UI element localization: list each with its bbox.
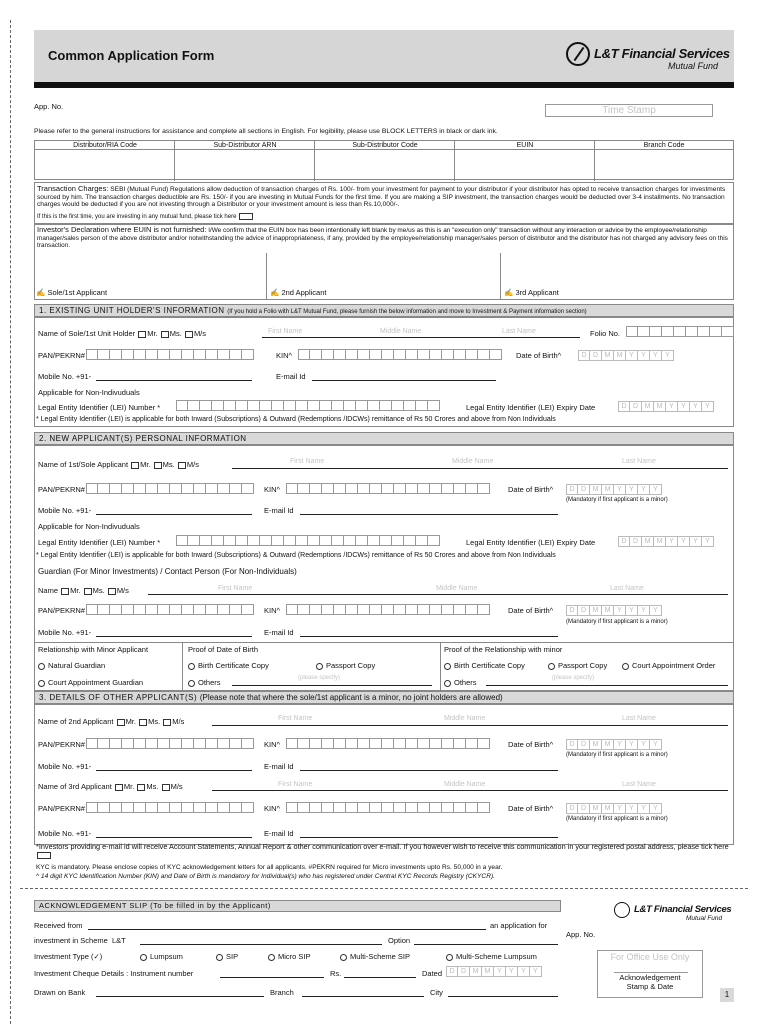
mr-checkbox[interactable] [115,784,123,791]
s1-lei-input[interactable] [176,400,440,411]
tear-line [20,888,748,889]
distributor-code-input[interactable] [37,153,173,178]
ms-company-checkbox[interactable] [163,719,171,726]
rel-court-order-radio[interactable]: Court Appointment Order [622,661,715,670]
s2-lei-expiry-input[interactable]: D D M M Y Y Y Y [618,536,714,547]
ack-brand: L&T Financial Services [634,904,732,915]
cut-line [10,20,11,1024]
s3-name3-input[interactable] [212,790,728,791]
mr-checkbox[interactable] [61,588,69,595]
signature-3rd[interactable]: ✍ 3rd Applicant [504,288,559,297]
s3-kin2-input[interactable] [286,738,490,749]
euin-input[interactable] [457,153,593,178]
s1-name-label: Name of Sole/1st Unit Holder Mr. Ms. M/s [38,329,207,338]
guardian-name-label: Name Mr. Ms. M/s [38,586,129,595]
court-guardian-radio[interactable]: Court Appointment Guardian [38,678,143,687]
s2-email-input[interactable] [300,514,558,515]
guardian-email-input[interactable] [300,636,558,637]
ms-company-checkbox[interactable] [178,462,186,469]
type-lumpsum-radio[interactable]: Lumpsum [140,952,183,961]
folio-no-input[interactable] [626,326,734,337]
signature-2nd[interactable]: ✍ 2nd Applicant [270,288,327,297]
brand-sub: Mutual Fund [668,61,719,71]
s2-kin-input[interactable] [286,483,490,494]
guardian-pan-input[interactable] [86,604,254,615]
rel-birth-cert-radio[interactable]: Birth Certificate Copy [444,661,525,670]
guardian-name-input[interactable] [148,594,728,595]
s3-pan3-input[interactable] [86,802,254,813]
type-multi-lumpsum-radio[interactable]: Multi-Scheme Lumpsum [446,952,537,961]
ack-header: ACKNOWLEDGEMENT SLIP (To be filled in by the Applicant) [34,900,561,912]
first-time-text: If this is the first time, you are investing in any mutual fund, please tick here [37,213,254,220]
s1-pan-input[interactable] [86,349,254,360]
ack-received-from-input[interactable] [88,929,486,930]
s1-name-input[interactable] [262,337,580,338]
ms-company-checkbox[interactable] [108,588,116,595]
s2-lei-input[interactable] [176,535,440,546]
s3-email3-input[interactable] [300,837,558,838]
office-use-box: For Office Use Only Acknowledgement Stamp & Date [597,950,703,998]
ack-city-input[interactable] [448,996,558,997]
s3-mobile3-input[interactable] [96,837,252,838]
instructions: Please refer to the general instructions for assistance and complete all sections in English. For legibility, please use BLOCK LETTERS in black or dark ink. [34,128,498,135]
type-sip-radio[interactable]: SIP [216,952,238,961]
page-number: 1 [720,988,734,1002]
signature-sole[interactable]: ✍ Sole/1st Applicant [36,288,108,297]
type-micro-sip-radio[interactable]: Micro SIP [268,952,311,961]
euin-declaration-text: Investor's Declaration where EUIN is not furnished: I/We confirm that the EUIN box has been intentionally left blank by me/us as this is an "execution only" transaction without any interaction or advice by the employee/relationship manager/sales person of the above distributor and/or notwithstanding the advice of inappropriateness, if any, provided by the employee/relationship manager/sales person of distributor and the distributor has not charged any advisory fees on this transaction. [37,225,728,249]
ms-checkbox[interactable] [154,462,162,469]
guardian-dob-input[interactable]: D D M M Y Y Y Y [566,605,662,616]
postal-tick-checkbox[interactable] [37,852,51,859]
s1-kin-input[interactable] [298,349,502,360]
rel-others-input[interactable] [486,685,728,686]
brand-name: L&T Financial Services [594,46,730,61]
distributor-table [34,140,734,180]
s3-dob3-input[interactable]: D D M M Y Y Y Y [566,803,662,814]
type-multi-sip-radio[interactable]: Multi-Scheme SIP [340,952,410,961]
transaction-charges-text: Transaction Charges: SEBI (Mutual Fund) Regulations allow deduction of transaction charges of Rs. 100/- from your investment for payment to your distributor if your distributor has opted to receive transaction charges for investments sourced by him. The transaction charges deductible are Rs. 150/- if you are investing in Mutual Funds for the first time. If you are making a SIP investment, the transaction charges would be deducted over 3-4 installments. No transaction charges would be deducted if you are not investing through a Distributor or your investment amount is less than Rs.10,000/-. [37,184,726,208]
rel-others-radio[interactable]: Others [444,678,477,687]
dob-others-radio[interactable]: Others [188,678,221,687]
ack-option-input[interactable] [414,944,558,945]
s3-kin3-input[interactable] [286,802,490,813]
s2-pan-input[interactable] [86,483,254,494]
rel-passport-radio[interactable]: Passport Copy [548,661,607,670]
dist-header: Branch Code [595,141,733,150]
ms-checkbox[interactable] [84,588,92,595]
s3-dob2-input[interactable]: D D M M Y Y Y Y [566,739,662,750]
section3-header: 3. DETAILS OF OTHER APPLICANT(S) (Please note that where the sole/1st applicant is a minor, no joint holders are allowed) [34,691,734,704]
ms-checkbox[interactable] [137,784,145,791]
s1-mobile-input[interactable] [96,380,252,381]
dob-passport-radio[interactable]: Passport Copy [316,661,375,670]
s2-name-label: Name of 1st/Sole Applicant Mr. Ms. M/s [38,460,199,469]
s3-mobile2-input[interactable] [96,770,252,771]
ack-instrument-input[interactable] [220,977,324,978]
dist-header: Sub-Distributor Code [315,141,455,150]
header-bar [34,82,734,88]
form-title: Common Application Form [48,48,215,63]
guardian-mobile-input[interactable] [96,636,252,637]
first-time-checkbox[interactable] [239,213,253,220]
ms-checkbox[interactable] [161,331,169,338]
natural-guardian-radio[interactable]: Natural Guardian [38,661,105,670]
section1-header: 1. EXISTING UNIT HOLDER'S INFORMATION (If you hold a Folio with L&T Mutual Fund, please furnish the below information and move to Investment & Payment information section) [34,304,734,317]
ack-scheme-input[interactable] [140,944,382,945]
dist-header: Sub-Distributor ARN [175,141,315,150]
ack-bank-input[interactable] [96,996,264,997]
mr-checkbox[interactable] [138,331,146,338]
branch-code-input[interactable] [597,153,731,178]
s3-email2-input[interactable] [300,770,558,771]
ms-company-checkbox[interactable] [185,331,193,338]
mr-checkbox[interactable] [131,462,139,469]
app-no-label: App. No. [34,102,64,111]
dob-others-input[interactable] [232,685,432,686]
s2-mobile-input[interactable] [96,514,252,515]
time-stamp-box: Time Stamp [545,104,713,117]
section2-header: 2. NEW APPLICANT(S) PERSONAL INFORMATION [34,432,734,445]
sub-distributor-code-input[interactable] [317,153,453,178]
s1-lei-expiry-input[interactable]: D D M M Y Y Y Y [618,401,714,412]
s3-name3-label: Name of 3rd Applicant Mr. Ms. M/s [38,782,183,791]
ack-amount-input[interactable] [344,977,416,978]
mr-checkbox[interactable] [117,719,125,726]
guardian-kin-input[interactable] [286,604,490,615]
dist-header: EUIN [455,141,595,150]
ack-dated-input[interactable]: D D M M Y Y Y Y [446,966,542,977]
dob-birth-cert-radio[interactable]: Birth Certificate Copy [188,661,269,670]
s1-dob-input[interactable]: D D M M Y Y Y Y [578,350,674,361]
s3-pan2-input[interactable] [86,738,254,749]
ms-company-checkbox[interactable] [162,784,170,791]
s2-dob-input[interactable]: D D M M Y Y Y Y [566,484,662,495]
ack-brand-sub: Mutual Fund [686,915,723,922]
lt-logo-small-icon [614,902,630,918]
s2-name-input[interactable] [232,468,728,469]
s3-name2-input[interactable] [212,725,728,726]
dist-header: Distributor/RIA Code [35,141,175,150]
sub-distributor-arn-input[interactable] [177,153,313,178]
ms-checkbox[interactable] [139,719,147,726]
ack-branch-input[interactable] [302,996,424,997]
s1-email-input[interactable] [312,380,496,381]
email-note: *Investors providing e-mail id will receive Account Statements, Annual Report & other communication over e-mail. If you however wish to receive this communication in your registered postal address, please tick here [36,843,732,860]
s3-name2-label: Name of 2nd Applicant Mr. Ms. M/s [38,717,185,726]
